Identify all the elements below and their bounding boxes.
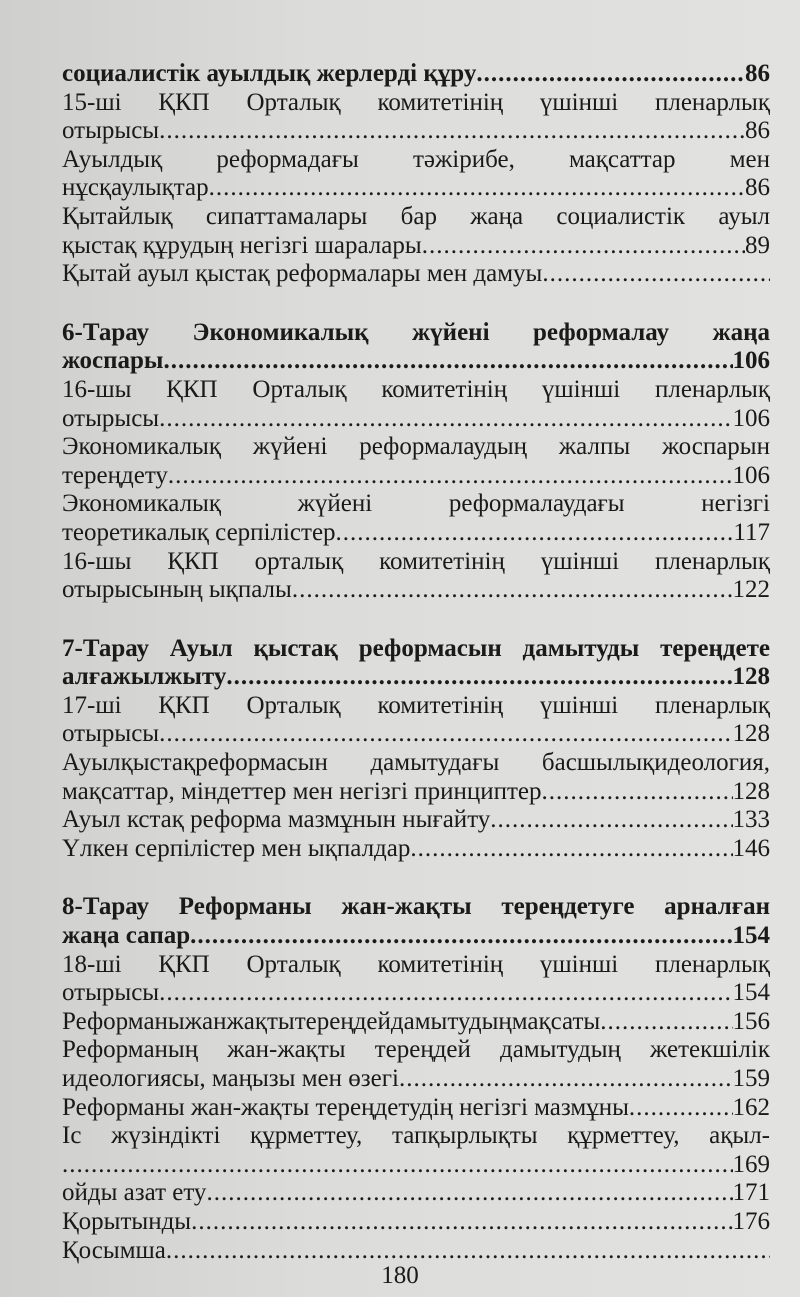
entry-text: 17-ші ҚКП Орталық комитетінің үшінші пленарлық xyxy=(62,691,770,719)
entry-page-number: 156 xyxy=(732,1007,770,1035)
dot-leader xyxy=(629,1094,733,1123)
entry-text: отырысының ықпалы xyxy=(62,576,292,604)
toc-entry-line xyxy=(62,117,770,146)
toc-entry-line xyxy=(62,203,770,232)
toc-entry-line xyxy=(62,146,770,175)
dot-leader xyxy=(168,462,733,491)
dot-leader xyxy=(399,1065,733,1094)
entry-text: Қорытынды xyxy=(62,1207,192,1235)
dot-leader xyxy=(209,174,745,203)
entry-text: Реформаны жан-жақты тереңдетудің негізгі мазмұны xyxy=(62,1093,629,1121)
toc-section xyxy=(62,319,770,605)
toc-entry-line xyxy=(62,778,770,807)
toc-section xyxy=(62,60,770,289)
toc-entry-line xyxy=(62,376,770,405)
dot-leader xyxy=(166,1237,770,1266)
dot-leader xyxy=(542,260,770,289)
chapter-heading-line xyxy=(62,319,770,348)
entry-text: қыстақ құрудың негізгі шаралары xyxy=(62,231,422,259)
entry-text: Іс жүзіндікті құрметтеу, тапқырлықты құрметтеу, ақыл- xyxy=(62,1122,770,1150)
dot-leader xyxy=(206,1179,732,1208)
entry-page-number: 171 xyxy=(732,1179,770,1207)
toc-entry-line xyxy=(62,576,770,605)
entry-text: отырысы xyxy=(62,404,160,432)
chapter-heading-line xyxy=(62,347,770,376)
entry-page-number: 86 xyxy=(745,174,770,202)
table-of-contents xyxy=(62,60,770,1265)
entry-text: социалистік ауылдық жерлерді құру xyxy=(62,60,477,87)
toc-entry-line xyxy=(62,749,770,778)
entry-text: алғажылжыту xyxy=(62,663,227,691)
dot-leader xyxy=(600,1008,732,1037)
toc-entry-line xyxy=(62,89,770,118)
entry-page-number: 106 xyxy=(732,347,770,375)
entry-text: нұсқаулықтар xyxy=(62,174,209,202)
dot-leader xyxy=(292,576,733,605)
toc-entry-line xyxy=(62,405,770,434)
toc-entry-line xyxy=(62,433,770,462)
entry-text: отырысы xyxy=(62,117,160,145)
entry-page-number: 117 xyxy=(733,518,770,546)
toc-entry-line xyxy=(62,951,770,980)
entry-text: Қосымша xyxy=(62,1236,166,1264)
toc-entry-line xyxy=(62,519,770,548)
page-number: 180 xyxy=(381,1262,419,1289)
chapter-heading-line xyxy=(62,635,770,664)
entry-page-number: 154 xyxy=(732,979,770,1007)
toc-entry-line xyxy=(62,174,770,203)
entry-text: Ауыл кстақ реформа мазмұнын нығайту xyxy=(62,806,491,834)
toc-entry-line xyxy=(62,1036,770,1065)
entry-page-number: 122 xyxy=(732,576,770,604)
entry-page-number: 128 xyxy=(732,720,770,748)
entry-page-number: 133 xyxy=(732,806,770,834)
toc-entry-line xyxy=(62,462,770,491)
entry-page-number: 176 xyxy=(732,1207,770,1235)
entry-page-number: 128 xyxy=(732,663,770,691)
dot-leader xyxy=(62,1151,733,1180)
chapter-heading-line xyxy=(62,663,770,692)
toc-entry-line xyxy=(62,1094,770,1123)
entry-text: 8-Тарау Реформаны жан-жақты тереңдетуге арналған xyxy=(62,893,770,921)
entry-text: Экономикалық жүйені реформалаудың жалпы жоспарын xyxy=(62,433,770,461)
toc-entry-line xyxy=(62,1122,770,1151)
dot-leader xyxy=(163,347,732,376)
chapter-heading-line xyxy=(62,60,770,89)
entry-text: 7-Тарау Ауыл қыстақ реформасын дамытуды тереңдете xyxy=(62,634,770,662)
toc-entry-line xyxy=(62,490,770,519)
entry-text: 15-ші ҚКП Орталық комитетінің үшінші пленарлық xyxy=(62,88,770,116)
dot-leader xyxy=(476,60,745,89)
dot-leader xyxy=(190,922,732,951)
entry-text: Реформаның жан-жақты тереңдей дамытудың жетекшілік xyxy=(62,1036,770,1064)
dot-leader xyxy=(191,1208,732,1237)
dot-leader xyxy=(542,778,733,807)
chapter-heading-line xyxy=(62,893,770,922)
toc-entry-line xyxy=(62,1179,770,1208)
entry-text: ойды азат ету xyxy=(62,1179,207,1207)
toc-entry-line xyxy=(62,720,770,749)
entry-page-number: 86 xyxy=(745,60,770,87)
dot-leader xyxy=(336,519,734,548)
entry-text: отырысы xyxy=(62,979,160,1007)
entry-page-number: 169 xyxy=(732,1150,770,1178)
dot-leader xyxy=(159,405,732,434)
entry-text: Қытайлық сипаттамалары бар жаңа социалистік ауыл xyxy=(62,202,770,230)
entry-page-number: 89 xyxy=(745,231,770,259)
entry-page-number: 86 xyxy=(745,117,770,145)
entry-page-number: 162 xyxy=(732,1093,770,1121)
toc-entry-line xyxy=(62,692,770,721)
toc-entry-line xyxy=(62,1237,770,1266)
toc-entry-line xyxy=(62,260,770,289)
entry-text: Реформаныжанжақтытереңдейдамытудыңмақсаты xyxy=(62,1007,601,1035)
entry-text: Ауылдық реформадағы тәжірибе, мақсаттар мен xyxy=(62,145,770,173)
entry-page-number: 106 xyxy=(732,461,770,489)
dot-leader xyxy=(159,979,732,1008)
entry-text: отырысы xyxy=(62,720,160,748)
entry-text: 16-шы ҚКП Орталық комитетінің үшінші пленарлық xyxy=(62,375,770,403)
toc-entry-line xyxy=(62,806,770,835)
entry-text: Ауылқыстақреформасын дамытудағы басшылықидеология, xyxy=(62,749,770,777)
entry-text: Экономикалық жүйені реформалаудағы негізгі xyxy=(62,490,770,518)
entry-text: тереңдету xyxy=(62,461,168,489)
entry-page-number: 154 xyxy=(732,922,770,950)
entry-page-number: 146 xyxy=(732,834,770,862)
toc-section xyxy=(62,893,770,1265)
entry-page-number: 106 xyxy=(732,404,770,432)
entry-text: мақсаттар, міндеттер мен негізгі принциптер xyxy=(62,777,542,805)
toc-entry-line xyxy=(62,1151,770,1180)
toc-section xyxy=(62,635,770,864)
toc-entry-line xyxy=(62,548,770,577)
entry-text: жаңа сапар xyxy=(62,922,191,950)
dot-leader xyxy=(226,663,732,692)
chapter-heading-line xyxy=(62,922,770,951)
entry-text: 18-ші ҚКП Орталық комитетінің үшінші пленарлық xyxy=(62,950,770,978)
entry-text: жоспары xyxy=(62,347,164,375)
dot-leader xyxy=(159,720,732,749)
dot-leader xyxy=(159,117,745,146)
entry-text: Қытай ауыл қыстақ реформалары мен дамуы xyxy=(62,260,543,288)
entry-text: 6-Тарау Экономикалық жүйені реформалау жаңа xyxy=(62,318,770,346)
dot-leader xyxy=(422,232,745,261)
dot-leader xyxy=(490,806,732,835)
toc-entry-line xyxy=(62,835,770,864)
entry-page-number: 159 xyxy=(732,1065,770,1092)
entry-page-number: 128 xyxy=(732,777,770,805)
toc-entry-line xyxy=(62,1208,770,1237)
toc-entry-line xyxy=(62,979,770,1008)
toc-entry-line xyxy=(62,1065,770,1094)
entry-text: 16-шы ҚКП орталық комитетінің үшінші пленарлық xyxy=(62,547,770,575)
toc-entry-line xyxy=(62,1008,770,1037)
dot-leader xyxy=(410,835,732,864)
toc-entry-line xyxy=(62,232,770,261)
entry-text: идеологиясы, маңызы мен өзегі xyxy=(62,1065,399,1092)
entry-text: Үлкен серпілістер мен ықпалдар xyxy=(62,834,411,862)
entry-text: теоретикалық серпілістер xyxy=(62,518,336,546)
